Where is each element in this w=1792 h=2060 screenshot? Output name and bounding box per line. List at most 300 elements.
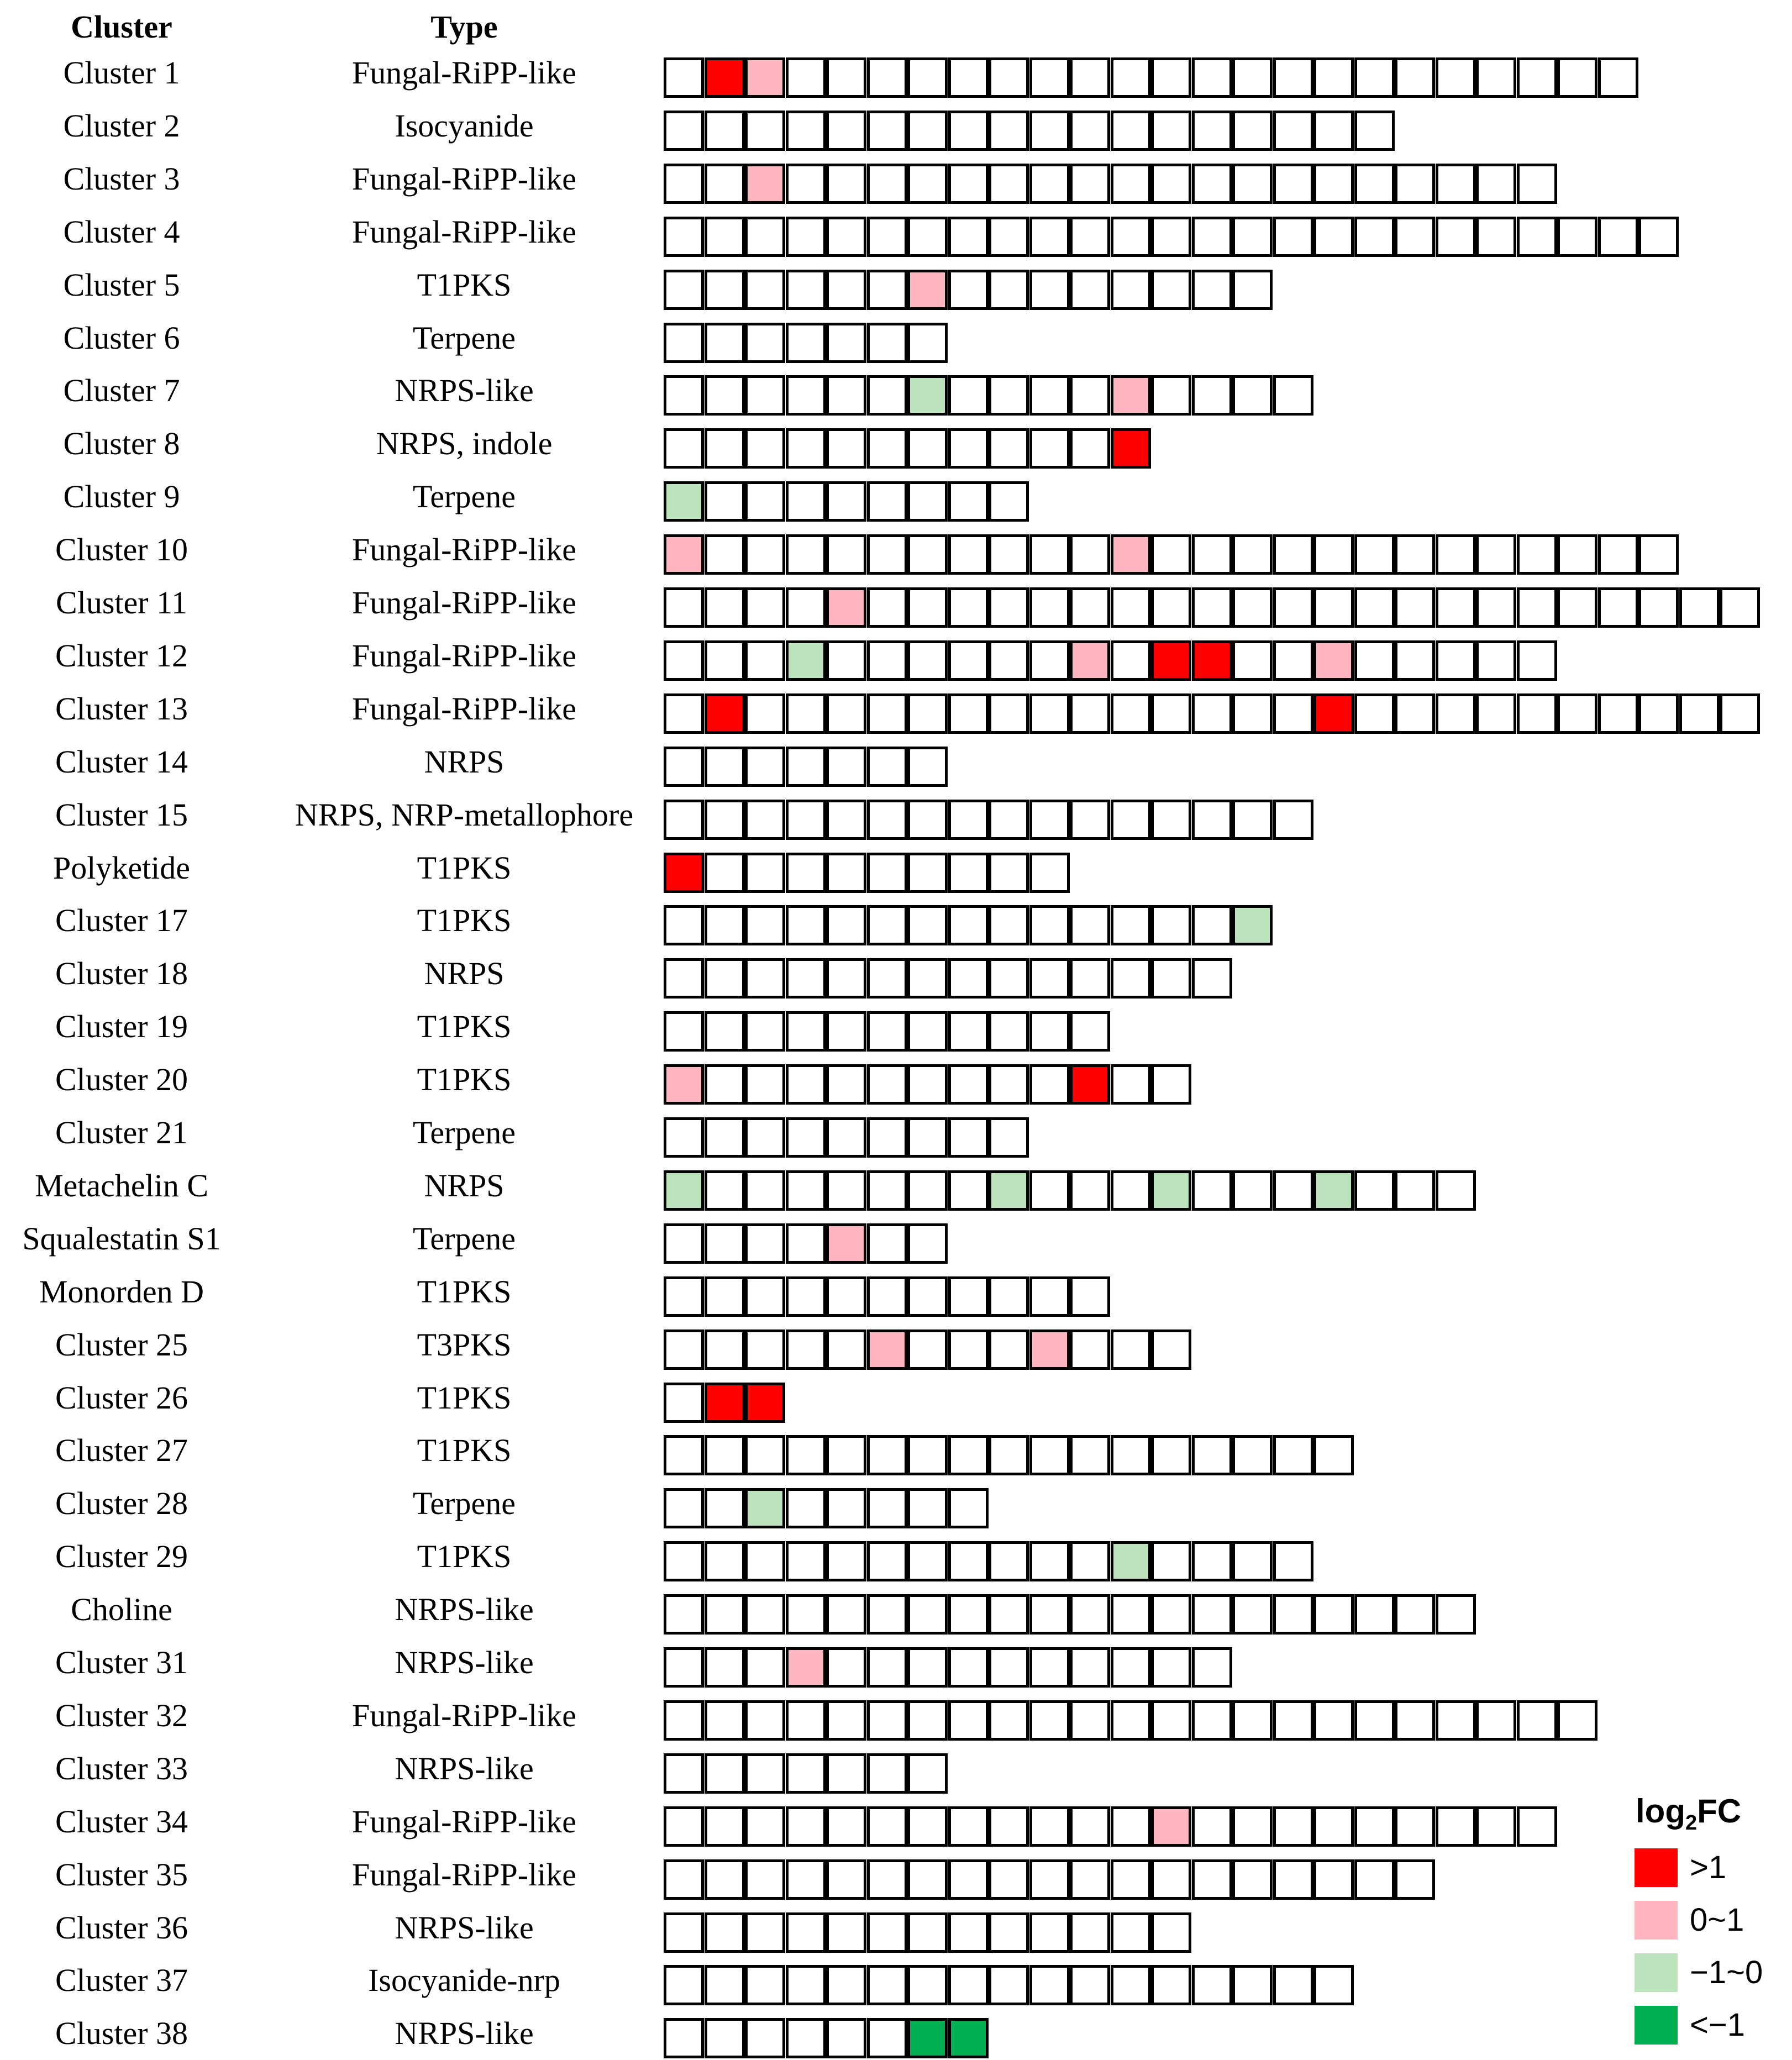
gene-box: [826, 164, 866, 204]
gene-box: [989, 164, 1029, 204]
legend-swatch: [1635, 2006, 1678, 2045]
gene-box-expression: [1111, 1541, 1151, 1581]
gene-box: [1070, 958, 1110, 999]
cluster-type: Terpene: [413, 1485, 516, 1522]
gene-box: [1070, 1329, 1110, 1370]
gene-box: [948, 1541, 989, 1581]
gene-box: [1111, 111, 1151, 151]
gene-box: [1436, 1594, 1476, 1635]
gene-box: [867, 164, 907, 204]
gene-box: [1232, 111, 1273, 151]
cluster-type: Fungal-RiPP-like: [351, 160, 577, 197]
gene-box: [989, 800, 1029, 840]
gene-box: [1354, 217, 1395, 257]
gene-box: [1232, 1859, 1273, 1900]
gene-box: [1720, 693, 1760, 734]
gene-box: [1313, 1435, 1354, 1475]
cluster-name: Cluster 32: [55, 1697, 188, 1733]
gene-box: [948, 428, 989, 469]
gene-box: [664, 270, 704, 310]
gene-box: [1111, 1859, 1151, 1900]
gene-box: [745, 1700, 785, 1741]
cluster-type: NRPS: [424, 955, 505, 992]
gene-box: [989, 1594, 1029, 1635]
legend-item: [1635, 1951, 1784, 1995]
gene-box: [1070, 57, 1110, 98]
gene-box: [1070, 587, 1110, 628]
gene-box: [745, 1329, 785, 1370]
cluster-name: Squalestatin S1: [22, 1220, 221, 1257]
gene-box: [989, 1806, 1029, 1847]
gene-box: [989, 1541, 1029, 1581]
gene-box: [867, 958, 907, 999]
gene-box: [1313, 534, 1354, 575]
gene-box: [1192, 164, 1232, 204]
gene-box: [826, 1700, 866, 1741]
gene-box: [786, 747, 826, 787]
cluster-name: Choline: [71, 1591, 172, 1628]
cluster-type: NRPS-like: [395, 2015, 534, 2052]
gene-box: [1192, 1859, 1232, 1900]
cluster-name: Cluster 29: [55, 1538, 188, 1575]
gene-box: [705, 1223, 745, 1264]
gene-box: [1111, 1064, 1151, 1105]
gene-box: [1436, 217, 1476, 257]
gene-box: [1111, 958, 1151, 999]
gene-box: [989, 853, 1029, 893]
gene-box: [1273, 1806, 1313, 1847]
gene-box: [705, 1700, 745, 1741]
gene-box: [1436, 534, 1476, 575]
gene-box: [989, 1700, 1029, 1741]
gene-box: [1395, 693, 1435, 734]
gene-box: [1192, 958, 1232, 999]
cluster-row: [0, 1742, 1792, 1795]
gene-box-expression: [705, 57, 745, 98]
gene-box: [705, 1541, 745, 1581]
gene-box: [786, 1541, 826, 1581]
gene-box: [664, 1965, 704, 2005]
gene-box: [989, 428, 1029, 469]
cluster-type: Fungal-RiPP-like: [351, 532, 577, 568]
gene-box: [948, 270, 989, 310]
gene-box: [705, 1594, 745, 1635]
gene-box: [1070, 164, 1110, 204]
gene-box-expression: [1313, 640, 1354, 681]
gene-box: [1354, 1806, 1395, 1847]
gene-box: [1395, 57, 1435, 98]
legend-label: <−1: [1690, 2007, 1745, 2043]
gene-box: [745, 1170, 785, 1211]
cluster-name: Cluster 12: [55, 637, 188, 674]
gene-box: [948, 640, 989, 681]
gene-box: [1598, 217, 1638, 257]
gene-box: [786, 1700, 826, 1741]
gene-box: [1151, 1647, 1191, 1688]
cluster-type: Isocyanide-nrp: [368, 1962, 560, 1999]
cluster-type: T1PKS: [417, 1538, 512, 1575]
gene-box: [745, 534, 785, 575]
gene-box: [1151, 375, 1191, 416]
gene-box: [907, 111, 948, 151]
gene-box: [1151, 217, 1191, 257]
gene-box: [1029, 1647, 1070, 1688]
gene-box: [786, 111, 826, 151]
cluster-row: [0, 417, 1792, 470]
gene-box: [1598, 693, 1638, 734]
gene-box: [1151, 587, 1191, 628]
gene-box: [907, 693, 948, 734]
gene-box: [1232, 57, 1273, 98]
gene-box: [1029, 270, 1070, 310]
gene-box: [1395, 1700, 1435, 1741]
gene-box: [1436, 640, 1476, 681]
gene-box-expression: [1111, 375, 1151, 416]
gene-box: [1273, 693, 1313, 734]
gene-box: [1476, 693, 1516, 734]
gene-box: [989, 111, 1029, 151]
gene-box: [1273, 1965, 1313, 2005]
gene-box: [1111, 800, 1151, 840]
gene-box: [989, 57, 1029, 98]
cluster-name: Cluster 2: [63, 107, 180, 144]
gene-box: [1192, 1594, 1232, 1635]
gene-box: [867, 481, 907, 522]
gene-box: [948, 693, 989, 734]
gene-box: [664, 1594, 704, 1635]
gene-box: [1557, 534, 1597, 575]
gene-box: [1192, 57, 1232, 98]
gene-box: [705, 164, 745, 204]
gene-box: [1192, 534, 1232, 575]
gene-box: [948, 800, 989, 840]
cluster-type: NRPS-like: [395, 372, 534, 409]
gene-box: [705, 853, 745, 893]
cluster-name: Cluster 3: [63, 160, 180, 197]
gene-box: [907, 587, 948, 628]
gene-box-expression: [826, 1223, 866, 1264]
gene-box: [1273, 375, 1313, 416]
gene-box: [989, 1276, 1029, 1317]
gene-box: [867, 1806, 907, 1847]
gene-box: [664, 958, 704, 999]
gene-box: [705, 747, 745, 787]
cluster-type: NRPS-like: [395, 1909, 534, 1946]
gene-box: [786, 905, 826, 945]
gene-box: [1070, 1541, 1110, 1581]
gene-box: [907, 1753, 948, 1794]
gene-box: [1638, 587, 1679, 628]
gene-box: [745, 1912, 785, 1953]
gene-box: [867, 1064, 907, 1105]
cluster-name: Cluster 8: [63, 425, 180, 462]
cluster-type: NRPS-like: [395, 1644, 534, 1680]
gene-box: [1029, 693, 1070, 734]
gene-box: [786, 1594, 826, 1635]
cluster-name: Monorden D: [39, 1273, 204, 1310]
cluster-type: Fungal-RiPP-like: [351, 1803, 577, 1840]
cluster-row: [0, 1318, 1792, 1371]
gene-box: [1070, 1700, 1110, 1741]
gene-box: [1111, 693, 1151, 734]
gene-box: [745, 323, 785, 363]
gene-box: [826, 57, 866, 98]
gene-box: [745, 1541, 785, 1581]
legend-title-main: log: [1636, 1793, 1685, 1830]
gene-box: [786, 481, 826, 522]
gene-box: [1151, 693, 1191, 734]
gene-box-expression: [1070, 640, 1110, 681]
gene-box: [1313, 587, 1354, 628]
gene-box-expression: [664, 534, 704, 575]
gene-box: [1111, 587, 1151, 628]
gene-box: [664, 693, 704, 734]
gene-box: [948, 587, 989, 628]
gene-box: [1111, 1170, 1151, 1211]
gene-box: [1192, 693, 1232, 734]
gene-box: [826, 1859, 866, 1900]
cluster-type: NRPS, NRP-metallophore: [295, 796, 634, 833]
gene-box: [1029, 1011, 1070, 1052]
cluster-name: Cluster 35: [55, 1856, 188, 1893]
gene-box: [745, 217, 785, 257]
gene-box: [745, 1064, 785, 1105]
cluster-name: Cluster 36: [55, 1909, 188, 1946]
gene-box: [1557, 217, 1597, 257]
gene-box: [1111, 905, 1151, 945]
gene-box-expression: [664, 1170, 704, 1211]
cluster-type: Terpene: [413, 1220, 516, 1257]
gene-box: [745, 1753, 785, 1794]
gene-box: [1395, 587, 1435, 628]
gene-box-expression: [745, 1383, 785, 1423]
gene-box: [1232, 1435, 1273, 1475]
gene-box: [948, 1912, 989, 1953]
gene-box: [1517, 164, 1557, 204]
gene-box: [1313, 57, 1354, 98]
cluster-name: Cluster 7: [63, 372, 180, 409]
gene-box: [948, 1700, 989, 1741]
gene-box: [1273, 1594, 1313, 1635]
gene-box: [786, 693, 826, 734]
cluster-row: [0, 206, 1792, 259]
gene-box: [1070, 1594, 1110, 1635]
gene-box: [1598, 534, 1638, 575]
gene-box: [705, 1117, 745, 1158]
cluster-row: [0, 1636, 1792, 1689]
gene-box: [867, 800, 907, 840]
gene-box: [705, 640, 745, 681]
gene-box: [948, 1965, 989, 2005]
gene-box: [1232, 217, 1273, 257]
gene-box: [826, 323, 866, 363]
gene-box: [1517, 640, 1557, 681]
gene-box-expression: [1111, 534, 1151, 575]
gene-box: [745, 800, 785, 840]
gene-box: [1192, 1541, 1232, 1581]
gene-box: [1192, 270, 1232, 310]
cluster-row: [0, 629, 1792, 682]
gene-box: [826, 1541, 866, 1581]
gene-box: [948, 57, 989, 98]
gene-box: [786, 270, 826, 310]
gene-box: [826, 958, 866, 999]
gene-box: [1354, 57, 1395, 98]
gene-box: [664, 1011, 704, 1052]
gene-box: [867, 905, 907, 945]
gene-box: [1111, 1965, 1151, 2005]
gene-box: [989, 1965, 1029, 2005]
gene-box: [786, 428, 826, 469]
gene-box: [705, 1912, 745, 1953]
gene-box: [1029, 1064, 1070, 1105]
cluster-name: Cluster 27: [55, 1432, 188, 1469]
gene-box: [826, 1488, 866, 1528]
gene-box: [907, 1117, 948, 1158]
gene-box: [745, 853, 785, 893]
gene-box: [745, 270, 785, 310]
gene-box: [1070, 1965, 1110, 2005]
gene-box: [786, 57, 826, 98]
gene-box-expression: [948, 2018, 989, 2058]
cluster-type: T1PKS: [417, 1273, 512, 1310]
gene-box: [826, 1806, 866, 1847]
cluster-column-header: Cluster: [71, 9, 172, 45]
gene-box: [1192, 1647, 1232, 1688]
gene-box: [1111, 640, 1151, 681]
cluster-type: T1PKS: [417, 1008, 512, 1045]
gene-box: [1354, 587, 1395, 628]
gene-box: [705, 1647, 745, 1688]
legend-swatch: [1635, 1848, 1678, 1887]
gene-box: [1029, 1859, 1070, 1900]
gene-box: [664, 1647, 704, 1688]
gene-box-expression: [1111, 428, 1151, 469]
gene-box: [1273, 1435, 1313, 1475]
gene-box: [786, 2018, 826, 2058]
gene-box: [1395, 1859, 1435, 1900]
gene-box: [867, 640, 907, 681]
cluster-name: Cluster 33: [55, 1750, 188, 1786]
cluster-type: Terpene: [413, 319, 516, 356]
cluster-row: [0, 1530, 1792, 1583]
gene-box: [745, 1276, 785, 1317]
gene-box: [826, 534, 866, 575]
gene-box-expression: [1070, 1064, 1110, 1105]
cluster-name: Cluster 10: [55, 532, 188, 568]
gene-box: [989, 1435, 1029, 1475]
gene-box: [1029, 587, 1070, 628]
gene-box: [907, 1329, 948, 1370]
gene-box: [664, 800, 704, 840]
cluster-row: [0, 1689, 1792, 1742]
gene-box-expression: [907, 270, 948, 310]
gene-box: [907, 1276, 948, 1317]
gene-box: [1029, 853, 1070, 893]
gene-box: [745, 1435, 785, 1475]
gene-box-expression: [786, 1647, 826, 1688]
gene-box: [867, 747, 907, 787]
gene-box: [1517, 1700, 1557, 1741]
gene-box: [1151, 164, 1191, 204]
cluster-name: Cluster 25: [55, 1326, 188, 1363]
gene-box: [1029, 375, 1070, 416]
legend-title-tail: FC: [1697, 1793, 1742, 1830]
gene-box: [1638, 534, 1679, 575]
gene-box: [786, 323, 826, 363]
gene-box: [948, 1488, 989, 1528]
gene-box: [705, 1329, 745, 1370]
gene-box: [907, 1435, 948, 1475]
gene-box: [1232, 587, 1273, 628]
cluster-name: Polyketide: [52, 849, 191, 886]
gene-box: [1395, 164, 1435, 204]
gene-box: [989, 1859, 1029, 1900]
cluster-row: [0, 842, 1792, 895]
gene-box: [1151, 111, 1191, 151]
legend-swatch: [1635, 1901, 1678, 1940]
gene-box: [705, 1965, 745, 2005]
cluster-type: T3PKS: [417, 1326, 512, 1363]
gene-box: [1070, 1276, 1110, 1317]
cluster-name: Cluster 38: [55, 2015, 188, 2052]
gene-box: [1192, 217, 1232, 257]
gene-box: [1557, 57, 1597, 98]
gene-box: [1029, 1912, 1070, 1953]
cluster-name: Cluster 17: [55, 902, 188, 939]
gene-box: [1476, 57, 1516, 98]
gene-box-expression: [664, 481, 704, 522]
gene-box: [1313, 111, 1354, 151]
cluster-row: [0, 1477, 1792, 1530]
gene-box: [1070, 428, 1110, 469]
gene-box: [1029, 1965, 1070, 2005]
gene-box: [948, 1859, 989, 1900]
gene-box: [1111, 1647, 1151, 1688]
gene-box: [705, 1011, 745, 1052]
gene-box: [1192, 111, 1232, 151]
gene-box: [664, 1541, 704, 1581]
gene-box: [705, 1753, 745, 1794]
cluster-row: [0, 1265, 1792, 1318]
gene-box: [1395, 640, 1435, 681]
gene-box: [867, 534, 907, 575]
gene-box: [1111, 1594, 1151, 1635]
gene-box: [786, 958, 826, 999]
gene-box: [1111, 1700, 1151, 1741]
gene-box: [1354, 1859, 1395, 1900]
gene-box: [1111, 270, 1151, 310]
cluster-type: T1PKS: [417, 1432, 512, 1469]
gene-box: [664, 1383, 704, 1423]
cluster-row: [0, 1106, 1792, 1159]
gene-box: [1273, 587, 1313, 628]
gene-box: [1598, 587, 1638, 628]
gene-box: [907, 1806, 948, 1847]
gene-box: [1273, 1170, 1313, 1211]
gene-box: [907, 1541, 948, 1581]
gene-box: [1517, 534, 1557, 575]
gene-box: [948, 853, 989, 893]
gene-box-expression: [1192, 640, 1232, 681]
gene-box: [989, 270, 1029, 310]
gene-box: [1111, 57, 1151, 98]
gene-box: [907, 747, 948, 787]
gene-box: [867, 1594, 907, 1635]
gene-box: [1273, 1541, 1313, 1581]
gene-box: [664, 1117, 704, 1158]
gene-box-expression: [1151, 640, 1191, 681]
